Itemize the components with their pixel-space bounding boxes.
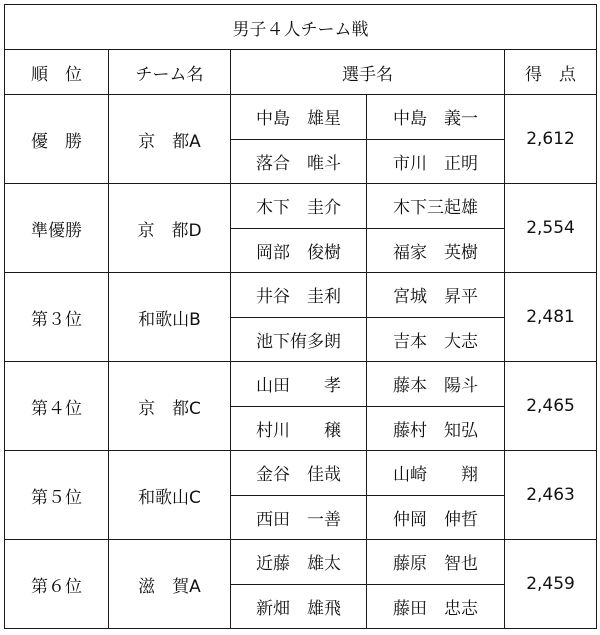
results-table — [4, 4, 597, 629]
player-cell: 井谷 圭利 — [231, 273, 367, 318]
player-cell: 福家 英樹 — [367, 228, 505, 273]
player-cell: 落合 唯斗 — [231, 139, 367, 184]
table-row — [5, 540, 597, 585]
player-cell: 池下侑多朗 — [231, 317, 367, 362]
player-cell: 仲岡 伸哲 — [367, 495, 505, 540]
score-cell: 2,554 — [505, 184, 597, 273]
player-cell: 藤原 智也 — [367, 540, 505, 585]
player-cell: 中島 雄星 — [231, 95, 367, 140]
score-cell: 2,463 — [505, 451, 597, 540]
team-cell: 和歌山B — [109, 273, 231, 362]
player-cell: 市川 正明 — [367, 139, 505, 184]
player-cell: 山崎 翔 — [367, 451, 505, 496]
score-cell: 2,459 — [505, 540, 597, 629]
header-team: チーム名 — [109, 50, 231, 95]
player-cell: 藤村 知弘 — [367, 406, 505, 451]
rank-cell: 優 勝 — [5, 95, 109, 184]
rank-cell: 第３位 — [5, 273, 109, 362]
player-cell: 金谷 佳哉 — [231, 451, 367, 496]
table-row — [5, 451, 597, 496]
player-cell: 藤本 陽斗 — [367, 362, 505, 407]
header-rank: 順 位 — [5, 50, 109, 95]
header-score: 得 点 — [505, 50, 597, 95]
score-cell: 2,481 — [505, 273, 597, 362]
player-cell: 岡部 俊樹 — [231, 228, 367, 273]
player-cell: 近藤 雄太 — [231, 540, 367, 585]
table-row — [5, 184, 597, 229]
header-players: 選手名 — [231, 50, 505, 95]
rank-cell: 第６位 — [5, 540, 109, 629]
team-cell: 京 都D — [109, 184, 231, 273]
table-row — [5, 362, 597, 407]
player-cell: 木下 圭介 — [231, 184, 367, 229]
player-cell: 木下三起雄 — [367, 184, 505, 229]
team-cell: 京 都A — [109, 95, 231, 184]
player-cell: 中島 義一 — [367, 95, 505, 140]
table-row — [5, 273, 597, 318]
team-cell: 滋 賀A — [109, 540, 231, 629]
table-row — [5, 95, 597, 140]
rank-cell: 準優勝 — [5, 184, 109, 273]
table-title: 男子４人チーム戦 — [5, 5, 597, 50]
rank-cell: 第５位 — [5, 451, 109, 540]
team-cell: 京 都C — [109, 362, 231, 451]
score-cell: 2,465 — [505, 362, 597, 451]
player-cell: 村川 穣 — [231, 406, 367, 451]
rank-cell: 第４位 — [5, 362, 109, 451]
player-cell: 西田 一善 — [231, 495, 367, 540]
player-cell: 吉本 大志 — [367, 317, 505, 362]
team-cell: 和歌山C — [109, 451, 231, 540]
player-cell: 山田 孝 — [231, 362, 367, 407]
player-cell: 藤田 忠志 — [367, 584, 505, 629]
player-cell: 新畑 雄飛 — [231, 584, 367, 629]
player-cell: 宮城 昇平 — [367, 273, 505, 318]
score-cell: 2,612 — [505, 95, 597, 184]
